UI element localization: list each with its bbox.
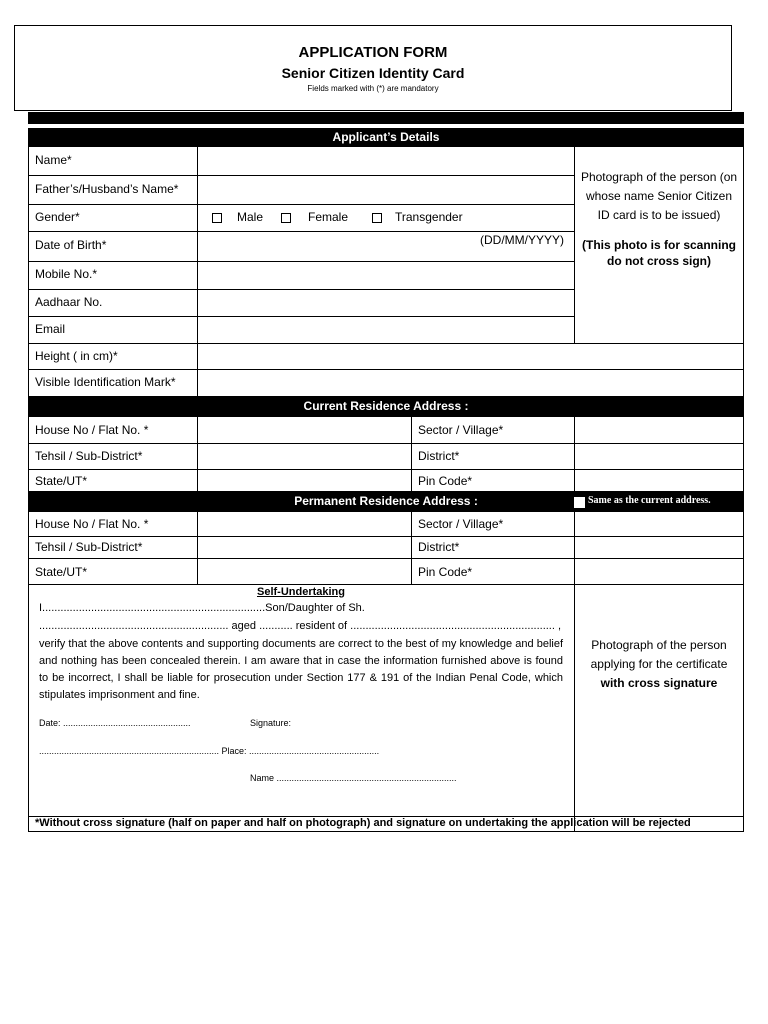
undertaking-line-residence: .............................................................. aged ........... resident of ................................................................... , bbox=[39, 620, 562, 632]
height-label: Height ( in cm)* bbox=[35, 349, 118, 363]
self-undertaking-title: Self-Undertaking bbox=[256, 586, 345, 598]
current-state-label: State/UT* bbox=[35, 474, 88, 488]
current-tehsil-label: Tehsil / Sub-District* bbox=[35, 449, 143, 463]
permanent-district-input[interactable] bbox=[575, 537, 743, 558]
gender-transgender-label: Transgender bbox=[395, 210, 463, 224]
identification-mark-input[interactable] bbox=[198, 370, 743, 396]
email-label: Email bbox=[35, 322, 66, 336]
undertaking-signature-field[interactable]: Signature: bbox=[250, 718, 292, 728]
current-house-input[interactable] bbox=[198, 418, 411, 443]
undertaking-place-field[interactable]: ........................................................................ Place: .................................................... bbox=[39, 746, 380, 756]
form-subtitle: Senior Citizen Identity Card bbox=[281, 65, 465, 81]
current-state-input[interactable] bbox=[198, 470, 411, 491]
current-district-input[interactable] bbox=[575, 444, 743, 469]
dob-format-hint: (DD/MM/YYYY) bbox=[480, 233, 564, 247]
aadhaar-label: Aadhaar No. bbox=[35, 295, 103, 309]
top-divider-bar bbox=[28, 112, 744, 124]
permanent-tehsil-label: Tehsil / Sub-District* bbox=[35, 540, 143, 554]
current-pin-input[interactable] bbox=[575, 470, 743, 491]
photo-instruction: Photograph of the person (on whose name Senior Citizen ID card is to be issued) bbox=[580, 170, 738, 222]
current-house-label: House No / Flat No. * bbox=[35, 423, 149, 437]
gender-transgender-checkbox[interactable] bbox=[372, 213, 382, 223]
current-tehsil-input[interactable] bbox=[198, 444, 411, 469]
current-sector-input[interactable] bbox=[575, 418, 743, 443]
undertaking-date-field[interactable]: Date: ................................................... bbox=[39, 718, 191, 728]
current-district-label: District* bbox=[418, 449, 460, 463]
undertaking-body: verify that the above contents and supporting documents are correct to the best of my knowledge and belief and nothing has been concealed therein. I am aware that in case the information furnished above is found to be incorrect, I shall be liable for prosecution under Section 177 & 191 of the Indian Penal Code, which stipulates imprisonment and fine. bbox=[39, 638, 563, 701]
gender-label: Gender* bbox=[35, 210, 80, 224]
mobile-label: Mobile No.* bbox=[35, 267, 98, 281]
permanent-pin-label: Pin Code* bbox=[418, 565, 473, 579]
application-form bbox=[28, 128, 744, 832]
father-husband-name-label: Father’s/Husband’s Name* bbox=[35, 182, 179, 196]
mandatory-note: Fields marked with (*) are mandatory bbox=[307, 84, 439, 93]
photo-certificate-instruction: Photograph of the person applying for the certificate bbox=[590, 638, 728, 671]
permanent-state-label: State/UT* bbox=[35, 565, 88, 579]
current-address-heading: Current Residence Address : bbox=[28, 396, 744, 417]
height-input[interactable] bbox=[198, 344, 743, 369]
email-input[interactable] bbox=[198, 317, 574, 343]
permanent-tehsil-input[interactable] bbox=[198, 537, 411, 558]
gender-male-label: Male bbox=[237, 210, 264, 224]
form-header bbox=[14, 25, 732, 111]
same-as-current-checkbox[interactable] bbox=[574, 497, 585, 508]
name-input[interactable] bbox=[198, 148, 574, 175]
same-as-current-label: Same as the current address. bbox=[588, 495, 711, 506]
mobile-input[interactable] bbox=[198, 262, 574, 289]
photo-box-cross-signed[interactable] bbox=[580, 636, 738, 693]
rejection-warning: *Without cross signature (half on paper and half on photograph) and signature on undertaking the application will be rejected bbox=[35, 817, 691, 829]
identification-mark-label: Visible Identification Mark* bbox=[35, 375, 176, 389]
photo-box-applicant[interactable] bbox=[580, 168, 738, 269]
undertaking-line-name: I.........................................................................Son/Daughter of Sh. bbox=[39, 602, 365, 614]
dob-label: Date of Birth* bbox=[35, 238, 107, 252]
gender-male-checkbox[interactable] bbox=[212, 213, 222, 223]
form-title: APPLICATION FORM bbox=[298, 44, 448, 61]
permanent-district-label: District* bbox=[418, 540, 460, 554]
permanent-state-input[interactable] bbox=[198, 559, 411, 584]
gender-female-checkbox[interactable] bbox=[281, 213, 291, 223]
photo-cross-signature-note: with cross signature bbox=[600, 676, 718, 690]
permanent-house-label: House No / Flat No. * bbox=[35, 517, 149, 531]
permanent-address-heading: Permanent Residence Address : bbox=[294, 494, 478, 508]
father-husband-name-input[interactable] bbox=[198, 176, 574, 204]
permanent-sector-label: Sector / Village* bbox=[418, 517, 504, 531]
aadhaar-input[interactable] bbox=[198, 290, 574, 316]
name-label: Name* bbox=[35, 153, 72, 167]
permanent-pin-input[interactable] bbox=[575, 559, 743, 584]
permanent-sector-input[interactable] bbox=[575, 513, 743, 536]
gender-female-label: Female bbox=[308, 210, 349, 224]
current-pin-label: Pin Code* bbox=[418, 474, 473, 488]
permanent-house-input[interactable] bbox=[198, 513, 411, 536]
current-sector-label: Sector / Village* bbox=[418, 423, 504, 437]
applicant-details-heading: Applicant’s Details bbox=[28, 128, 744, 147]
photo-scan-note: (This photo is for scanning do not cross sign) bbox=[582, 238, 736, 268]
undertaking-name-field[interactable]: Name ........................................................................ bbox=[250, 773, 457, 783]
